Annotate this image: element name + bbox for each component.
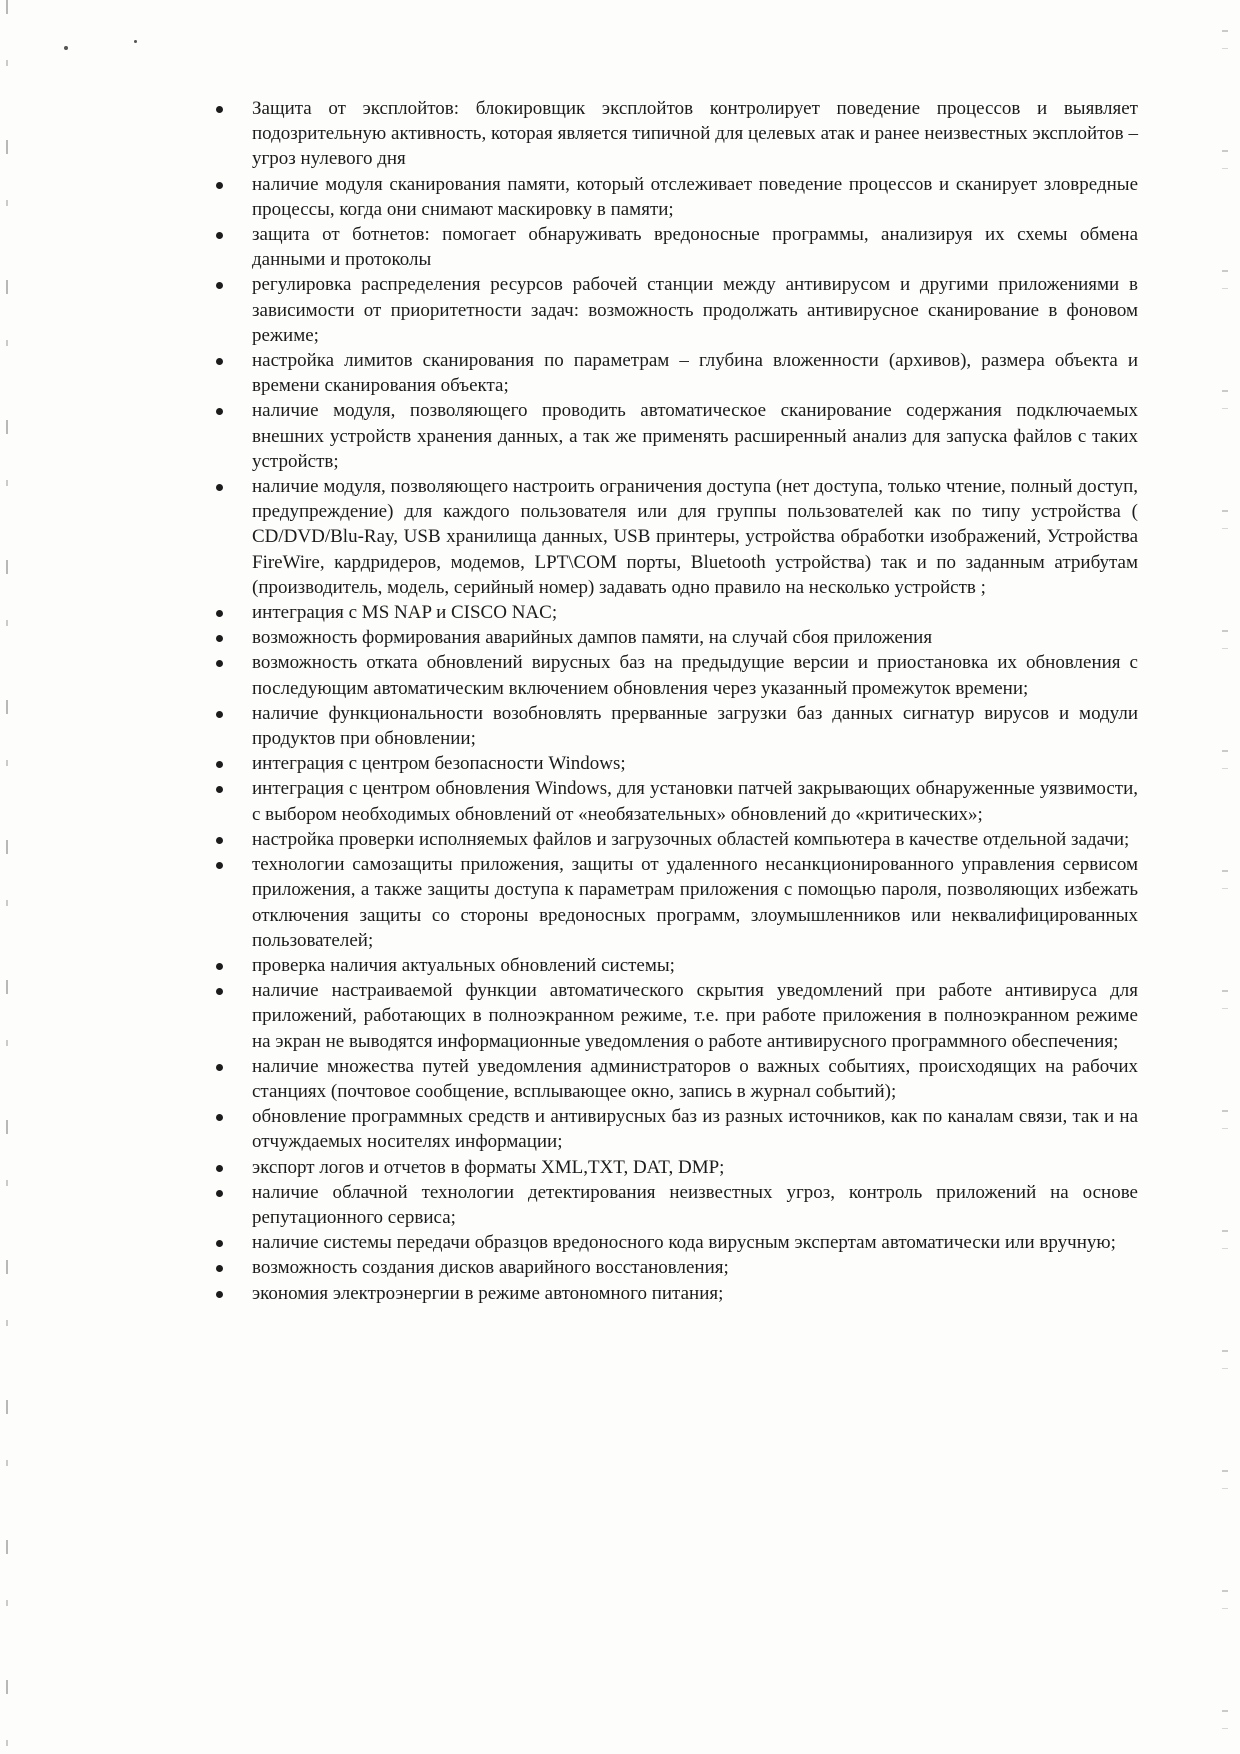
list-item: проверка наличия актуальных обновлений системы; xyxy=(214,953,1138,978)
bullet-icon xyxy=(216,1240,223,1247)
bullet-icon xyxy=(216,837,223,844)
bullet-icon xyxy=(216,862,223,869)
bullet-icon xyxy=(216,484,223,491)
list-item: настройка лимитов сканирования по параметрам – глубина вложенности (архивов), размера объекта и времени сканирования объекта; xyxy=(214,348,1138,398)
list-item: обновление программных средств и антивирусных баз из разных источников, как по каналам связи, так и на отчуждаемых носителях информации; xyxy=(214,1104,1138,1154)
list-item: наличие функциональности возобновлять прерванные загрузки баз данных сигнатур вирусов и модули продуктов при обновлении; xyxy=(214,701,1138,751)
list-item: наличие системы передачи образцов вредоносного кода вирусным экспертам автоматически или вручную; xyxy=(214,1230,1138,1255)
list-item: наличие модуля сканирования памяти, который отслеживает поведение процессов и сканирует зловредные процессы, когда они снимают маскировку в памяти; xyxy=(214,172,1138,222)
bullet-icon xyxy=(216,786,223,793)
bullet-icon xyxy=(216,761,223,768)
list-item: возможность создания дисков аварийного восстановления; xyxy=(214,1255,1138,1280)
list-item: экспорт логов и отчетов в форматы XML,TXT, DAT, DMP; xyxy=(214,1155,1138,1180)
bullet-icon xyxy=(216,1291,223,1298)
bullet-icon xyxy=(216,1064,223,1071)
bullet-icon xyxy=(216,963,223,970)
scan-edge-left xyxy=(6,0,8,1754)
list-item: наличие множества путей уведомления администраторов о важных событиях, происходящих на рабочих станциях (почтовое сообщение, всплывающее окно, запись в журнал событий); xyxy=(214,1054,1138,1104)
bullet-icon xyxy=(216,182,223,189)
list-item: защита от ботнетов: помогает обнаруживать вредоносные программы, анализируя их схемы обмена данными и протоколы xyxy=(214,222,1138,272)
list-item: наличие облачной технологии детектирования неизвестных угроз, контроль приложений на основе репутационного сервиса; xyxy=(214,1180,1138,1230)
bullet-icon xyxy=(216,1114,223,1121)
list-item: настройка проверки исполняемых файлов и загрузочных областей компьютера в качестве отдельной задачи; xyxy=(214,827,1138,852)
list-item: интеграция с MS NAP и CISCO NAC; xyxy=(214,600,1138,625)
list-item: наличие настраиваемой функции автоматического скрытия уведомлений при работе антивируса для приложений, работающих в полноэкранном режиме, т.е. при работе приложения в полноэкранном режиме на экран не выводятся информационные уведомления о работе антивирусного программного обеспечения; xyxy=(214,978,1138,1054)
list-item: наличие модуля, позволяющего проводить автоматическое сканирование содержания подключаемых внешних устройств хранения данных, а так же применять расширенный анализ для запуска файлов с таких устройств; xyxy=(214,398,1138,474)
bullet-icon xyxy=(216,988,223,995)
bullet-icon xyxy=(216,232,223,239)
scan-edge-right xyxy=(1222,0,1228,1754)
bullet-icon xyxy=(216,610,223,617)
bullet-icon xyxy=(216,282,223,289)
bullet-icon xyxy=(216,660,223,667)
bullet-icon xyxy=(216,1265,223,1272)
list-item: экономия электроэнергии в режиме автономного питания; xyxy=(214,1281,1138,1306)
list-item: интеграция с центром обновления Windows, для установки патчей закрывающих обнаруженные уязвимости, с выбором необходимых обновлений от «необязательных» обновлений до «критических»; xyxy=(214,776,1138,826)
list-item: регулировка распределения ресурсов рабочей станции между антивирусом и другими приложениями в зависимости от приоритетности задач: возможность продолжать антивирусное сканирование в фоновом режиме; xyxy=(214,272,1138,348)
bullet-icon xyxy=(216,635,223,642)
bullet-icon xyxy=(216,408,223,415)
bullet-icon xyxy=(216,1165,223,1172)
list-item: наличие модуля, позволяющего настроить ограничения доступа (нет доступа, только чтение, полный доступ, предупреждение) для каждого пользователя или для группы пользователей как по типу устройства ( CD/DVD/Blu-Ray, USB хранилища данных, USB принтеры, устройства обработки изображений, Устройства FireWire, кардридеров, модемов, LPT\COM порты, Bluetooth устройства) так и по заданным атрибутам (производитель, модель, серийный номер) задавать одно правило на несколько устройств ; xyxy=(214,474,1138,600)
bullet-icon xyxy=(216,358,223,365)
bullet-icon xyxy=(216,106,223,113)
requirements-list xyxy=(214,96,1138,1306)
scan-speck xyxy=(134,40,137,43)
bullet-icon xyxy=(216,1190,223,1197)
list-item: возможность отката обновлений вирусных баз на предыдущие версии и приостановка их обновления с последующим автоматическим включением обновления через указанный промежуток времени; xyxy=(214,650,1138,700)
list-item: технологии самозащиты приложения, защиты от удаленного несанкционированного управления сервисом приложения, а также защиты доступа к параметрам приложения с помощью пароля, позволяющих избежать отключения защиты со стороны вредоносных программ, злоумышленников или неквалифицированных пользователей; xyxy=(214,852,1138,953)
scan-speck xyxy=(64,46,68,50)
list-item: интеграция с центром безопасности Windows; xyxy=(214,751,1138,776)
list-item: возможность формирования аварийных дампов памяти, на случай сбоя приложения xyxy=(214,625,1138,650)
bullet-icon xyxy=(216,711,223,718)
document-body xyxy=(214,96,1138,1306)
list-item: Защита от эксплойтов: блокировщик эксплойтов контролирует поведение процессов и выявляет подозрительную активность, которая является типичной для целевых атак и ранее неизвестных эксплойтов – угроз нулевого дня xyxy=(214,96,1138,172)
